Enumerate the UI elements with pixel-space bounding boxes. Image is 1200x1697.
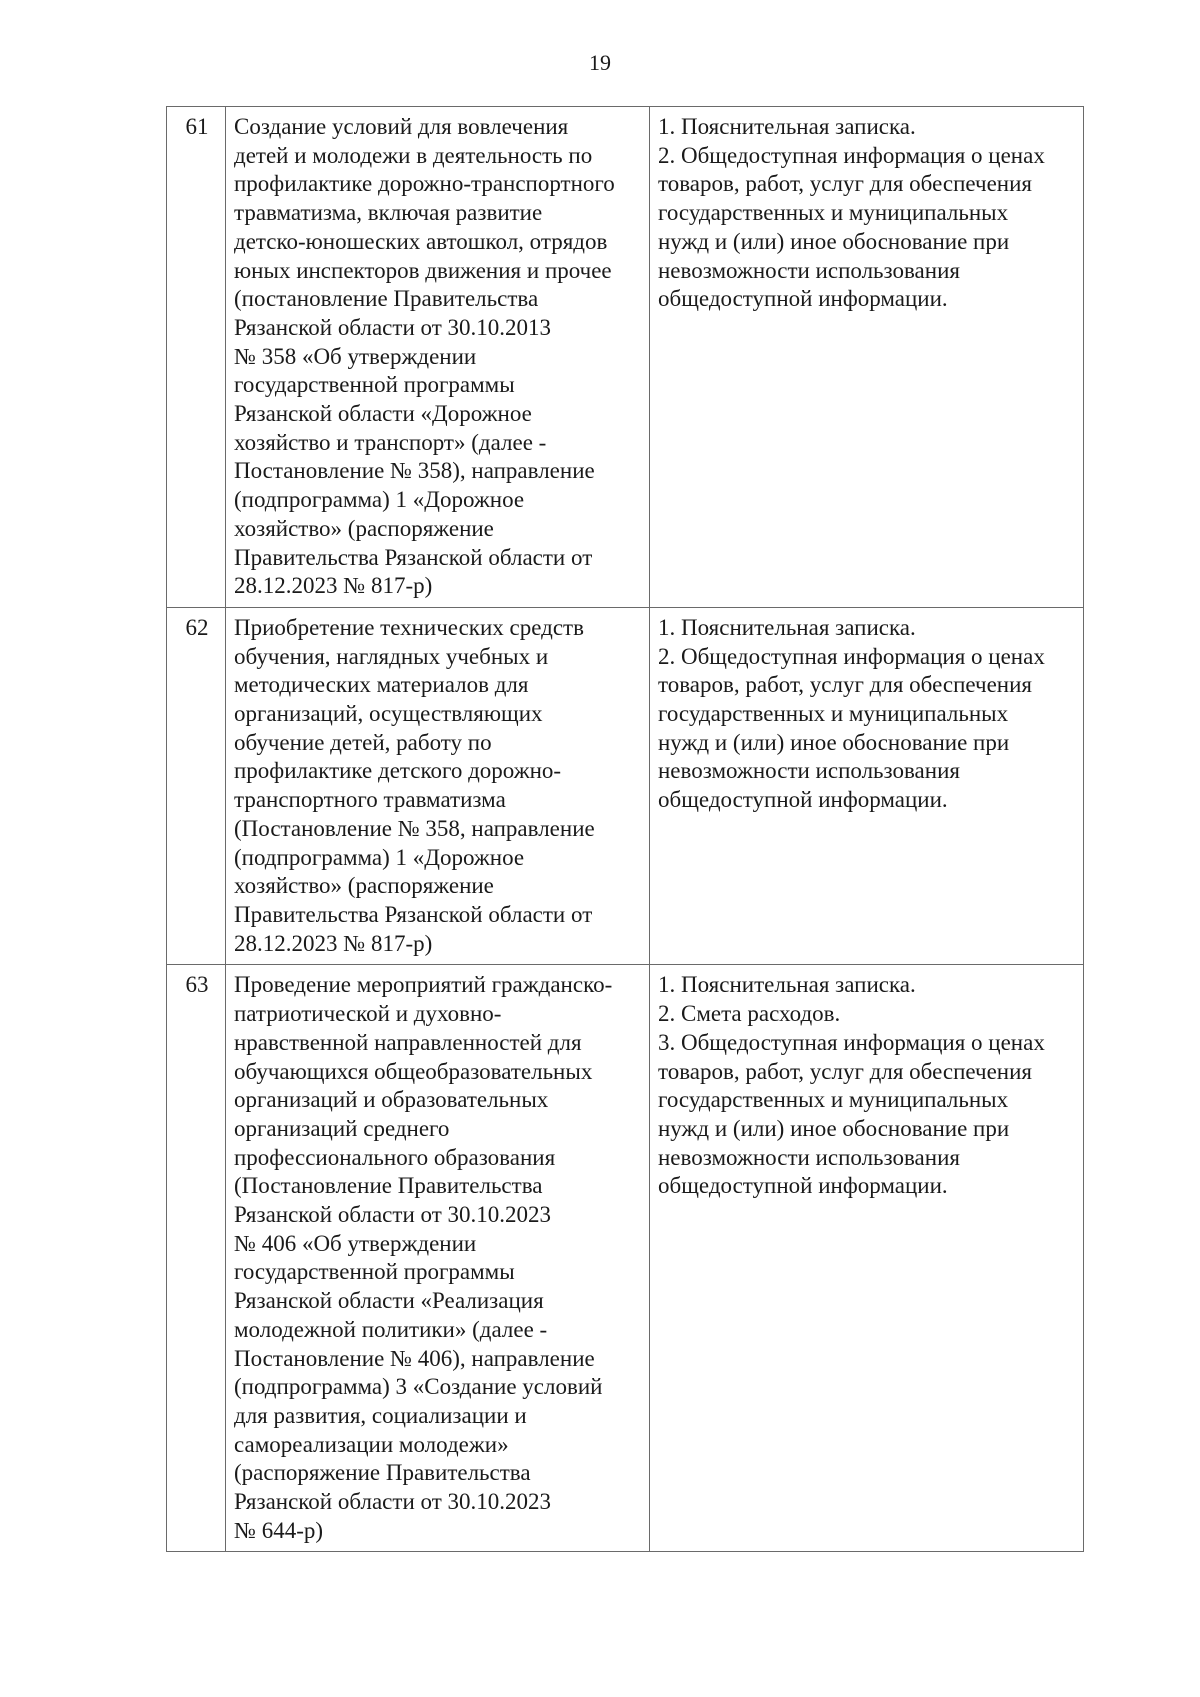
text-line: профессионального образования	[234, 1144, 556, 1170]
text-line: общедоступной информации.	[658, 286, 948, 312]
page-number: 19	[589, 50, 611, 75]
text-line: профилактике детского дорожно-	[234, 758, 562, 784]
required-documents	[650, 965, 1084, 1552]
text-line: государственных и муниципальных	[658, 1087, 1009, 1113]
text-line: транспортного травматизма	[234, 787, 506, 813]
text-line: обучающихся общеобразовательных	[234, 1058, 593, 1084]
text-line: обучения, наглядных учебных и	[234, 643, 549, 669]
text-line: Рязанской области от 30.10.2023	[234, 1489, 552, 1515]
text-line: (Постановление № 358, направление	[234, 815, 595, 841]
text-line: нравственной направленностей для	[234, 1029, 582, 1055]
text-line: (подпрограмма) 3 «Создание условий	[234, 1374, 603, 1400]
text-line: 2. Смета расходов.	[658, 1001, 841, 1027]
text-line: государственной программы	[234, 372, 515, 398]
required-documents	[650, 607, 1084, 964]
text-line: профилактике дорожно-транспортного	[234, 171, 615, 197]
text-line: (Постановление Правительства	[234, 1173, 543, 1199]
text-line: патриотической и духовно-	[234, 1001, 502, 1027]
text-line: государственных и муниципальных	[658, 200, 1009, 226]
table-row	[167, 607, 1084, 964]
documents-table	[166, 106, 1084, 1552]
text-line: общедоступной информации.	[658, 1173, 948, 1199]
text-line: Рязанской области от 30.10.2013	[234, 314, 552, 340]
text-line: 1. Пояснительная записка.	[658, 972, 916, 998]
text-line: государственной программы	[234, 1259, 515, 1285]
text-line: Постановление № 358), направление	[234, 458, 595, 484]
text-line: детей и молодежи в деятельность по	[234, 142, 593, 168]
row-number: 61	[167, 107, 226, 608]
text-line: государственных и муниципальных	[658, 701, 1009, 727]
event-description	[226, 607, 650, 964]
table-row	[167, 965, 1084, 1552]
text-line: юных инспекторов движения и прочее	[234, 257, 612, 283]
text-line: № 406 «Об утверждении	[234, 1230, 477, 1256]
text-line: травматизма, включая развитие	[234, 200, 543, 226]
text-line: товаров, работ, услуг для обеспечения	[658, 1058, 1032, 1084]
text-line: 1. Пояснительная записка.	[658, 114, 916, 139]
text-line: Постановление № 406), направление	[234, 1345, 595, 1371]
text-line: товаров, работ, услуг для обеспечения	[658, 672, 1032, 698]
text-line: (подпрограмма) 1 «Дорожное	[234, 844, 525, 870]
text-line: 28.12.2023 № 817-р)	[234, 930, 433, 956]
text-line: невозможности использования	[658, 1144, 960, 1170]
text-line: самореализации молодежи»	[234, 1431, 509, 1457]
text-line: (подпрограмма) 1 «Дорожное	[234, 487, 525, 513]
text-line: Создание условий для вовлечения	[234, 114, 569, 139]
text-line: 28.12.2023 № 817-р)	[234, 573, 433, 599]
text-line: для развития, социализации и	[234, 1402, 527, 1428]
text-line: (распоряжение Правительства	[234, 1460, 531, 1486]
event-description	[226, 107, 650, 608]
required-documents	[650, 107, 1084, 608]
text-line: Правительства Рязанской области от	[234, 901, 593, 927]
text-line: методических материалов для	[234, 672, 529, 698]
text-line: нужд и (или) иное обоснование при	[658, 1115, 1010, 1141]
text-line: невозможности использования	[658, 257, 960, 283]
text-line: 2. Общедоступная информация о ценах	[658, 142, 1045, 168]
event-description	[226, 965, 650, 1552]
text-line: детско-юношеских автошкол, отрядов	[234, 228, 608, 254]
text-line: организаций, осуществляющих	[234, 701, 543, 727]
text-line: обучение детей, работу по	[234, 729, 492, 755]
text-line: молодежной политики» (далее -	[234, 1316, 548, 1342]
text-line: 1. Пояснительная записка.	[658, 614, 916, 640]
text-line: Рязанской области от 30.10.2023	[234, 1202, 552, 1228]
text-line: Приобретение технических средств	[234, 614, 584, 640]
text-line: организаций среднего	[234, 1115, 450, 1141]
text-line: 3. Общедоступная информация о ценах	[658, 1029, 1045, 1055]
text-line: хозяйство и транспорт» (далее -	[234, 429, 547, 455]
text-line: нужд и (или) иное обоснование при	[658, 228, 1010, 254]
text-line: (постановление Правительства	[234, 286, 539, 312]
text-line: Рязанской области «Дорожное	[234, 401, 532, 427]
text-line: нужд и (или) иное обоснование при	[658, 729, 1010, 755]
text-line: № 644-р)	[234, 1517, 324, 1543]
text-line: № 358 «Об утверждении	[234, 343, 477, 369]
text-line: 2. Общедоступная информация о ценах	[658, 643, 1045, 669]
text-line: Правительства Рязанской области от	[234, 544, 593, 570]
row-number: 63	[167, 965, 226, 1552]
text-line: Проведение мероприятий гражданско-	[234, 972, 613, 998]
text-line: организаций и образовательных	[234, 1087, 549, 1113]
text-line: Рязанской области «Реализация	[234, 1288, 544, 1314]
text-line: невозможности использования	[658, 758, 960, 784]
row-number: 62	[167, 607, 226, 964]
text-line: общедоступной информации.	[658, 787, 948, 813]
text-line: хозяйство» (распоряжение	[234, 873, 494, 899]
text-line: товаров, работ, услуг для обеспечения	[658, 171, 1032, 197]
table-row	[167, 107, 1084, 608]
text-line: хозяйство» (распоряжение	[234, 515, 494, 541]
